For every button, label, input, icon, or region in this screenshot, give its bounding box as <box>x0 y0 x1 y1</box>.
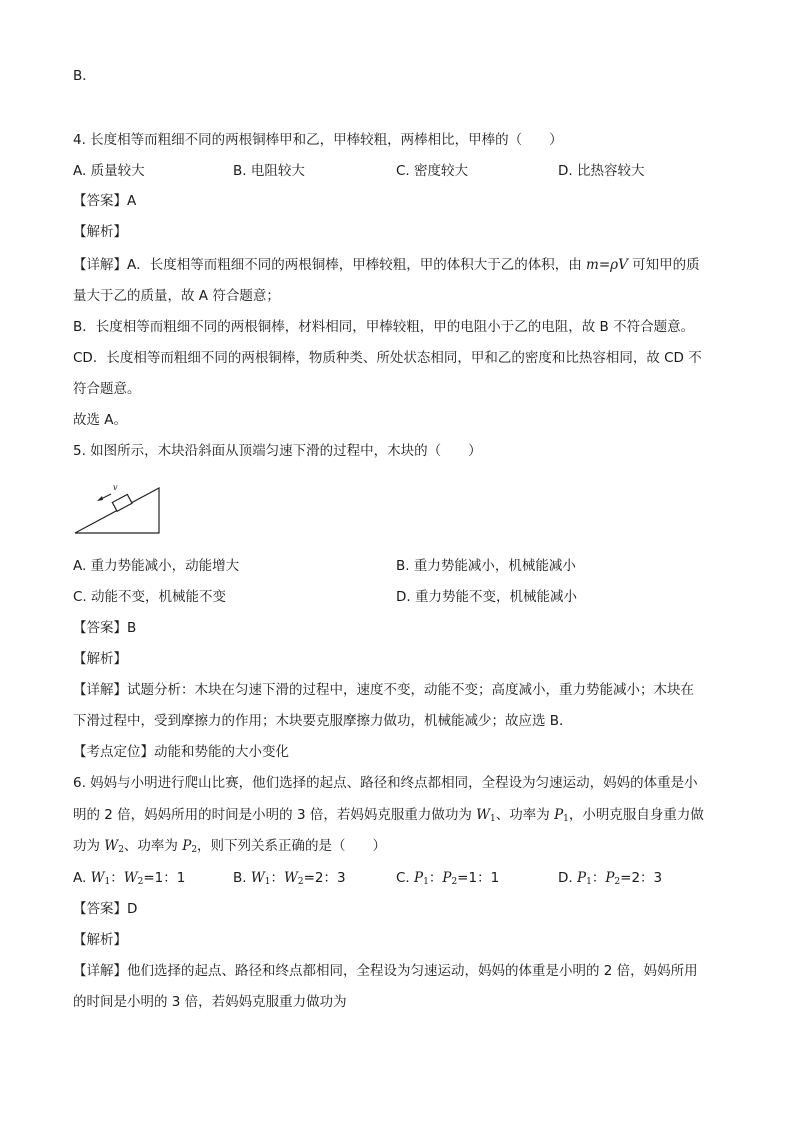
q5-kaodian: 【考点定位】动能和势能的大小变化 <box>73 744 289 760</box>
incline-figure <box>73 482 165 540</box>
q4-stem: 4. 长度相等而粗细不同的两根铜棒甲和乙，甲棒较粗，两棒相比，甲棒的（ ） <box>73 132 563 148</box>
velocity-label: v <box>113 483 118 492</box>
q6-detail-line-1: 【详解】他们选择的起点、路径和终点都相同，全程设为匀速运动，妈妈的体重是小明的 2 倍，妈妈所用 <box>73 963 698 979</box>
q6-stem-line-2: 明的 2 倍，妈妈所用的时间是小明的 3 倍，若妈妈克服重力做功为 $W_1$、功率为 $P_1$，小明克服自身重力做 <box>73 807 704 824</box>
q6-stem-line-3: 功为 $W_2$、功率为 $P_2$，则下列关系正确的是（ ） <box>73 838 387 855</box>
q5-analysis-heading: 【解析】 <box>73 651 127 667</box>
wood-block <box>112 494 132 511</box>
q6-option-c: C. $P_1$：$P_2=1$：1 <box>396 870 500 887</box>
q4-option-a: A. 质量较大 <box>73 163 145 179</box>
q4-option-d: D. 比热容较大 <box>558 163 645 179</box>
q5-detail-line-2: 下滑过程中，受到摩擦力的作用；木块要克服摩擦力做功，机械能减少；故应选 B． <box>73 713 573 729</box>
q5-option-d: D. 重力势能不变，机械能减小 <box>396 589 577 605</box>
q6-stem-line-1: 6. 妈妈与小明进行爬山比赛，他们选择的起点、路径和终点都相同，全程设为匀速运动，妈妈的体重是小 <box>73 775 698 791</box>
q6-detail-line-2: 的时间是小明的 3 倍，若妈妈克服重力做功为 <box>73 994 347 1010</box>
q5-stem: 5. 如图所示，木块沿斜面从顶端匀速下滑的过程中，木块的（ ） <box>73 443 482 459</box>
q4-detail-line-1: 【详解】A．长度相等而粗细不同的两根铜棒，甲棒较粗，甲的体积大于乙的体积，由 m=ρV 可知甲的质 <box>73 257 700 273</box>
q6-option-b: B. $W_1$：$W_2=2$：3 <box>233 870 346 887</box>
velocity-arrowhead <box>97 496 103 501</box>
q5-option-b: B. 重力势能减小，机械能减小 <box>396 558 576 574</box>
q4-detail-line-2: 量大于乙的质量，故 A 符合题意； <box>73 288 280 304</box>
q4-detail-line-5: 符合题意。 <box>73 381 141 397</box>
q5-option-a: A. 重力势能减小，动能增大 <box>73 558 240 574</box>
previous-answer: B． <box>73 68 96 84</box>
q4-detail-line-4: CD．长度相等而粗细不同的两根铜棒，物质种类、所处状态相同，甲和乙的密度和比热容相同，故 CD 不 <box>73 350 702 366</box>
q4-conclusion: 故选 A。 <box>73 412 128 428</box>
q6-answer: 【答案】D <box>73 901 138 917</box>
q6-option-d: D. $P_1$：$P_2=2$：3 <box>558 870 663 887</box>
q6-analysis-heading: 【解析】 <box>73 932 127 948</box>
q4-analysis-heading: 【解析】 <box>73 224 127 240</box>
q4-detail-line-3: B．长度相等而粗细不同的两根铜棒，材料相同，甲棒较粗，甲的电阻小于乙的电阻，故 B 不符合题意。 <box>73 319 695 335</box>
q4-answer: 【答案】A <box>73 193 137 209</box>
q5-answer: 【答案】B <box>73 620 137 636</box>
q5-detail-line-1: 【详解】试题分析：木块在匀速下滑的过程中，速度不变，动能不变；高度减小，重力势能减小；木块在 <box>73 682 694 698</box>
q4-formula: m=ρV <box>586 257 628 273</box>
q4-option-b: B. 电阻较大 <box>233 163 305 179</box>
q6-option-a: A. $W_1$：$W_2=1$：1 <box>73 870 186 887</box>
q5-option-c: C. 动能不变，机械能不变 <box>73 589 227 605</box>
q4-option-c: C. 密度较大 <box>396 163 469 179</box>
